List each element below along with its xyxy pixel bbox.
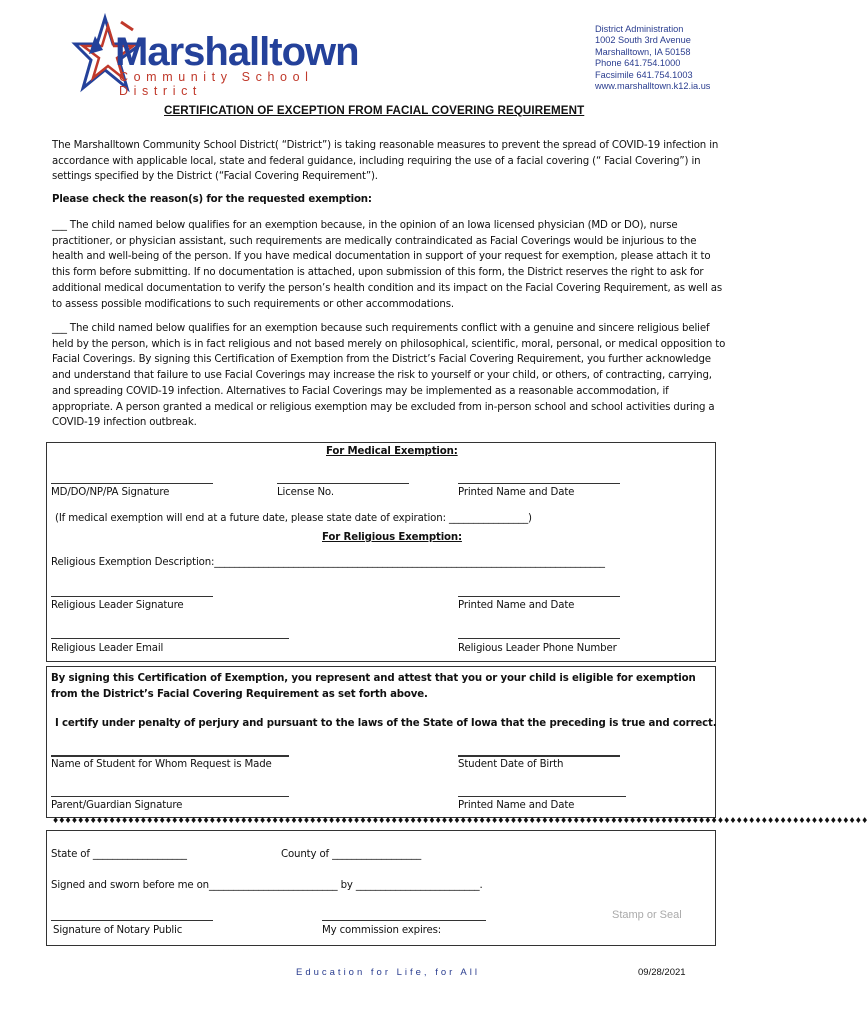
- address-line: District Administration: [595, 24, 684, 34]
- md-printed-line[interactable]: [458, 483, 620, 484]
- md-signature-label: MD/DO/NP/PA Signature: [51, 487, 170, 498]
- document-title: CERTIFICATION OF EXCEPTION FROM FACIAL COVERING REQUIREMENT: [164, 104, 585, 117]
- sworn-field[interactable]: Signed and sworn before me on__________________________ by _________________________.: [51, 880, 483, 891]
- student-dob-label: Student Date of Birth: [458, 759, 564, 770]
- religious-printed-line[interactable]: [458, 596, 620, 597]
- logo-wordmark: Marshalltown: [115, 30, 359, 74]
- address-line: Facsimile 641.754.1003: [595, 69, 693, 80]
- commission-line[interactable]: [322, 920, 486, 921]
- license-line[interactable]: [277, 483, 409, 484]
- stamp-placeholder: Stamp or Seal: [612, 909, 682, 921]
- address-line: 1002 South 3rd Avenue: [595, 35, 691, 46]
- commission-label: My commission expires:: [322, 925, 442, 936]
- leader-signature-label: Religious Leader Signature: [51, 600, 184, 611]
- student-name-line[interactable]: [51, 755, 289, 757]
- religious-heading: For Religious Exemption:: [322, 532, 462, 543]
- logo-subtitle: Community School District: [119, 70, 314, 98]
- exemption-box: [46, 442, 716, 662]
- parent-signature-line[interactable]: [51, 796, 289, 797]
- reason-religious[interactable]: ___ The child named below qualifies for an exemption because such requirements conflict with a genuine and sincere religious belief held by the person, which is in fact religious and not based merely on philosophical, scientific, moral, personal, or medical opposition to Facial Coverings. By signing this Certification of Exemption from the District’s Facial Covering Requirement, you further acknowledge and understand that failure to use Facial Coverings may increase the risk to yourself or your child, or others, of contracting, carrying, and spreading COVID-19 infection. Alternatives to Facial Coverings may be implemented as a reasonable accommodation, if appropriate. A person granted a medical or religious exemption may be excluded from in-person school and school activities during a COVID-19 infection outbreak.: [52, 323, 726, 429]
- check-heading: Please check the reason(s) for the requested exemption:: [52, 194, 372, 205]
- address-block: [595, 24, 710, 92]
- religious-description-field[interactable]: Religious Exemption Description:_______________________________________________________________________________: [51, 557, 605, 568]
- district-logo: [75, 14, 359, 98]
- expiration-note[interactable]: (If medical exemption will end at a future date, please state date of expiration: ________________): [55, 513, 532, 524]
- perjury-statement: I certify under penalty of perjury and pursuant to the laws of the State of Iowa that the preceding is true and correct.: [55, 718, 717, 729]
- county-field[interactable]: County of __________________: [281, 849, 422, 860]
- parent-printed-label: Printed Name and Date: [458, 800, 575, 811]
- address-line: www.marshalltown.k12.ia.us: [595, 81, 711, 92]
- license-label: License No.: [277, 487, 334, 498]
- leader-phone-line[interactable]: [458, 638, 620, 639]
- notary-signature-label: Signature of Notary Public: [53, 925, 183, 936]
- student-dob-line[interactable]: [458, 755, 620, 757]
- md-signature-line[interactable]: [51, 483, 213, 484]
- leader-email-line[interactable]: [51, 638, 289, 639]
- state-field[interactable]: State of ___________________: [51, 849, 187, 860]
- intro-paragraph: The Marshalltown Community School District( “District”) is taking reasonable measures to prevent the spread of COVID-19 infection in accordance with applicable local, state and federal guidance, including requiring the use of a facial covering (“ Facial Covering”) in settings specified by the District (“Facial Covering Requirement”).: [52, 140, 719, 183]
- address-line: Phone 641.754.1000: [595, 58, 681, 69]
- parent-signature-label: Parent/Guardian Signature: [51, 800, 183, 811]
- medical-heading: For Medical Exemption:: [326, 446, 458, 457]
- notary-signature-line[interactable]: [51, 920, 213, 921]
- footer-motto: Education for Life, for All: [296, 967, 480, 978]
- md-printed-label: Printed Name and Date: [458, 487, 575, 498]
- reason-medical[interactable]: ___ The child named below qualifies for an exemption because, in the opinion of an Iowa licensed physician (MD or DO), nurse practitioner, or physician assistant, such requirements are medically contraindicated as Facial Coverings would be injurious to the health and well-being of the person. If you have medical documentation in support of your request for exemption, please attach it to this form before submitting. If no documentation is attached, upon submission of this form, the District reserves the right to ask for additional medical documentation to verify the person’s health condition and its impact on the Facial Covering Requirement, as well as to assess possible modifications to such requirements or other accommodations.: [52, 220, 722, 310]
- leader-email-label: Religious Leader Email: [51, 643, 164, 654]
- leader-phone-label: Religious Leader Phone Number: [458, 643, 617, 654]
- attestation-statement: By signing this Certification of Exemption, you represent and attest that you or your child is eligible for exemption from the District’s Facial Covering Requirement as set forth above.: [51, 673, 696, 700]
- parent-printed-line[interactable]: [458, 796, 626, 797]
- address-line: Marshalltown, IA 50158: [595, 46, 691, 57]
- student-name-label: Name of Student for Whom Request is Made: [51, 759, 272, 770]
- religious-printed-label: Printed Name and Date: [458, 600, 575, 611]
- leader-signature-line[interactable]: [51, 596, 213, 597]
- decorative-divider: ♦♦♦♦♦♦♦♦♦♦♦♦♦♦♦♦♦♦♦♦♦♦♦♦♦♦♦♦♦♦♦♦♦♦♦♦♦♦♦♦♦♦♦♦♦♦♦♦♦♦♦♦♦♦♦♦♦♦♦♦♦♦♦♦♦♦♦♦♦♦♦♦♦♦♦♦♦♦♦♦♦♦♦♦♦♦♦♦♦♦♦♦♦♦♦♦♦♦♦♦♦♦♦♦♦♦♦♦♦♦♦♦♦♦♦♦♦♦♦♦♦♦♦♦♦♦♦♦♦♦: [52, 816, 867, 825]
- footer-date: 09/28/2021: [638, 967, 686, 978]
